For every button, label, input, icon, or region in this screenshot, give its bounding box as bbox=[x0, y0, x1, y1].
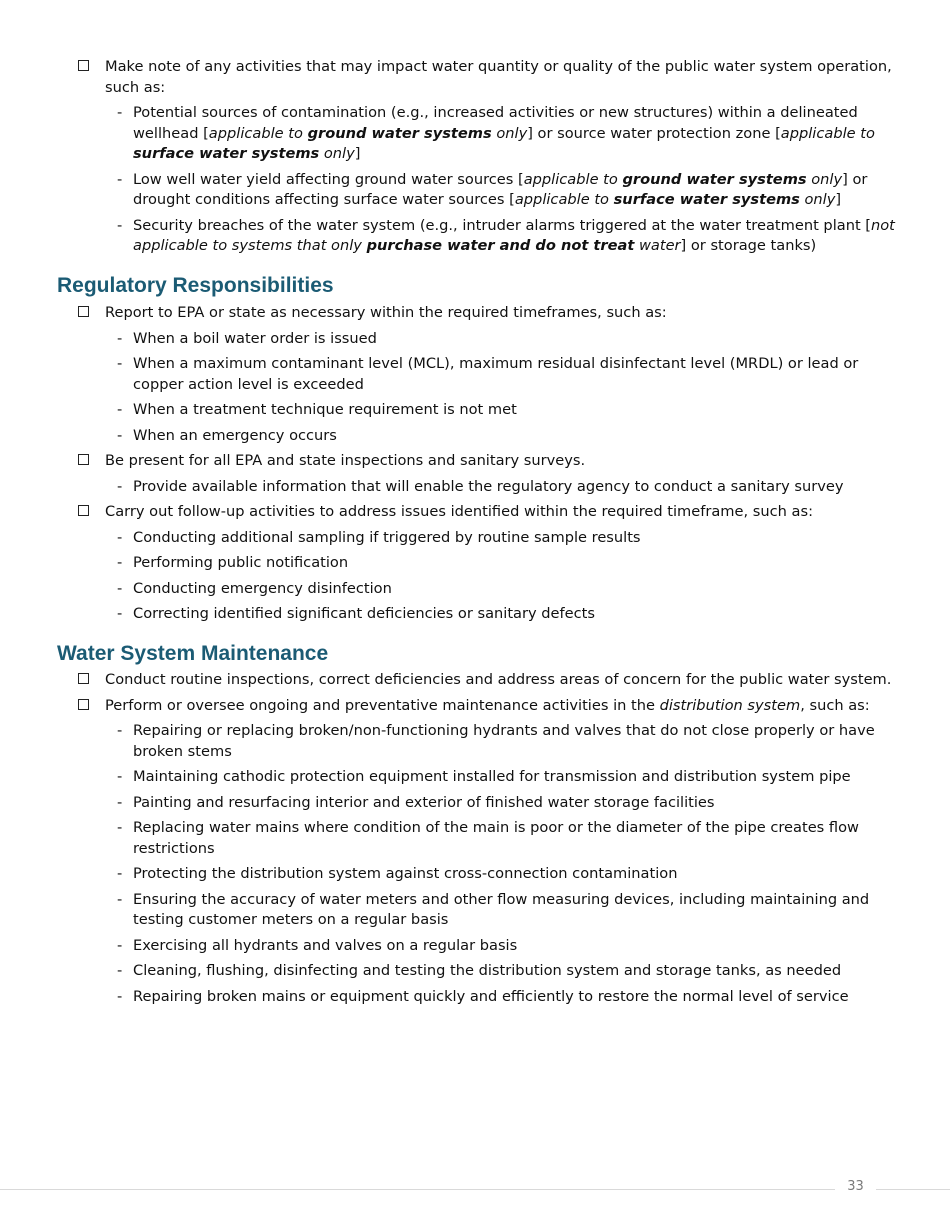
sub-item-text: When a boil water order is issued bbox=[133, 329, 377, 347]
dash-bullet: - bbox=[117, 528, 123, 546]
checklist-item-text: Perform or oversee ongoing and preventative maintenance activities in the distribution system, such as: bbox=[105, 696, 870, 714]
sub-item-text: Low well water yield affecting ground water sources [applicable to ground water systems only] or drought conditions affecting surface water sources [applicable to surface water systems only] bbox=[133, 170, 868, 208]
intro-section bbox=[0, 57, 950, 257]
dash-bullet: - bbox=[117, 170, 123, 188]
sub-item bbox=[0, 170, 950, 211]
checklist-item-text: Carry out follow-up activities to address issues identified within the required timeframe, such as: bbox=[105, 503, 814, 520]
sub-item-text: Correcting identified significant deficiencies or sanitary defects bbox=[133, 605, 595, 622]
dash-bullet: - bbox=[117, 890, 123, 908]
dash-bullet: - bbox=[117, 819, 123, 836]
sub-item-text: Replacing water mains where condition of the main is poor or the diameter of the pipe creates flow restrictions bbox=[133, 819, 859, 857]
sub-item-text: When an emergency occurs bbox=[133, 426, 337, 444]
sub-item-text: Conducting additional sampling if triggered by routine sample results bbox=[133, 528, 641, 546]
sub-item-text: Provide available information that will enable the regulatory agency to conduct a sanitary survey bbox=[133, 477, 844, 495]
checklist-item bbox=[0, 670, 950, 691]
sub-item-text: Ensuring the accuracy of water meters and other flow measuring devices, including maintaining and testing customer meters on a regular basis bbox=[133, 890, 870, 928]
sub-item bbox=[0, 579, 950, 600]
sub-item bbox=[0, 936, 950, 957]
dash-bullet: - bbox=[117, 722, 123, 739]
sub-item bbox=[0, 329, 950, 350]
checkbox[interactable] bbox=[78, 699, 89, 710]
dash-bullet: - bbox=[117, 936, 123, 954]
sub-item bbox=[0, 426, 950, 447]
sub-item bbox=[0, 793, 950, 814]
sub-item-text: Potential sources of contamination (e.g., increased activities or new structures) within a delineated wellhead [applicable to ground water systems only] or source water protection zone [applicable to surface water systems only] bbox=[133, 104, 875, 162]
checklist-item-text: Conduct routine inspections, correct deficiencies and address areas of concern for the public water system. bbox=[105, 671, 892, 688]
section-heading-maintenance: Water System Maintenance bbox=[57, 642, 329, 665]
dash-bullet: - bbox=[117, 987, 123, 1005]
dash-bullet: - bbox=[117, 355, 123, 372]
page-number: 33 bbox=[847, 1179, 864, 1194]
sub-item bbox=[0, 604, 950, 625]
sub-item-text: When a treatment technique requirement is not met bbox=[133, 401, 517, 418]
sub-item-text: Repairing broken mains or equipment quickly and efficiently to restore the normal level of service bbox=[133, 987, 849, 1005]
checklist-item bbox=[0, 303, 950, 324]
checklist-item bbox=[0, 696, 950, 717]
sub-item-text: Cleaning, flushing, disinfecting and testing the distribution system and storage tanks, as needed bbox=[133, 962, 842, 979]
sub-item-text: Exercising all hydrants and valves on a regular basis bbox=[133, 936, 518, 954]
checklist-item bbox=[0, 57, 950, 98]
checklist-item-text: Report to EPA or state as necessary within the required timeframes, such as: bbox=[105, 304, 667, 321]
sub-item-text: Protecting the distribution system against cross-connection contamination bbox=[133, 865, 678, 882]
sub-item-text: Performing public notification bbox=[133, 554, 349, 571]
checklist-item-text: Be present for all EPA and state inspections and sanitary surveys. bbox=[105, 452, 586, 469]
sub-item bbox=[0, 400, 950, 421]
sub-item bbox=[0, 553, 950, 574]
sub-item-text: Painting and resurfacing interior and exterior of finished water storage facilities bbox=[133, 793, 715, 811]
sub-item bbox=[0, 890, 950, 931]
sub-item bbox=[0, 987, 950, 1008]
sub-item bbox=[0, 216, 950, 257]
checkbox[interactable] bbox=[78, 60, 89, 71]
regulatory-section bbox=[0, 303, 950, 625]
dash-bullet: - bbox=[117, 329, 123, 347]
sub-item bbox=[0, 818, 950, 859]
checkbox[interactable] bbox=[78, 673, 89, 684]
sub-item-text: Security breaches of the water system (e.g., intruder alarms triggered at the water treatment plant [not applicable to systems that only purchase water and do not treat water] or storage tanks) bbox=[133, 216, 895, 254]
dash-bullet: - bbox=[117, 865, 123, 882]
checkbox[interactable] bbox=[78, 505, 89, 516]
dash-bullet: - bbox=[117, 216, 123, 234]
sub-item bbox=[0, 961, 950, 982]
section-heading-regulatory: Regulatory Responsibilities bbox=[57, 274, 334, 297]
sub-item bbox=[0, 864, 950, 885]
sub-item bbox=[0, 354, 950, 395]
dash-bullet: - bbox=[117, 554, 123, 571]
dash-bullet: - bbox=[117, 426, 123, 444]
maintenance-section bbox=[0, 670, 950, 1007]
sub-item bbox=[0, 528, 950, 549]
sub-item-text: Maintaining cathodic protection equipment installed for transmission and distribution system pipe bbox=[133, 768, 851, 785]
dash-bullet: - bbox=[117, 401, 123, 418]
dash-bullet: - bbox=[117, 768, 123, 785]
sub-item-text: When a maximum contaminant level (MCL), maximum residual disinfectant level (MRDL) or lead or copper action level is exceeded bbox=[133, 355, 859, 393]
dash-bullet: - bbox=[117, 579, 123, 597]
dash-bullet: - bbox=[117, 962, 123, 979]
footer-rule-right bbox=[876, 1189, 950, 1190]
sub-item-text: Repairing or replacing broken/non-functioning hydrants and valves that do not close properly or have broken stems bbox=[133, 722, 875, 760]
sub-item bbox=[0, 103, 950, 165]
sub-item bbox=[0, 767, 950, 788]
checklist-item bbox=[0, 502, 950, 523]
sub-item bbox=[0, 477, 950, 498]
dash-bullet: - bbox=[117, 605, 123, 622]
checklist-item-text: Make note of any activities that may impact water quantity or quality of the public water system operation, such as: bbox=[105, 58, 892, 96]
dash-bullet: - bbox=[117, 477, 123, 495]
sub-item bbox=[0, 721, 950, 762]
dash-bullet: - bbox=[117, 793, 123, 811]
checklist-item bbox=[0, 451, 950, 472]
footer-rule-left bbox=[0, 1189, 835, 1190]
sub-item-text: Conducting emergency disinfection bbox=[133, 579, 392, 597]
checkbox[interactable] bbox=[78, 306, 89, 317]
checkbox[interactable] bbox=[78, 454, 89, 465]
dash-bullet: - bbox=[117, 104, 123, 121]
